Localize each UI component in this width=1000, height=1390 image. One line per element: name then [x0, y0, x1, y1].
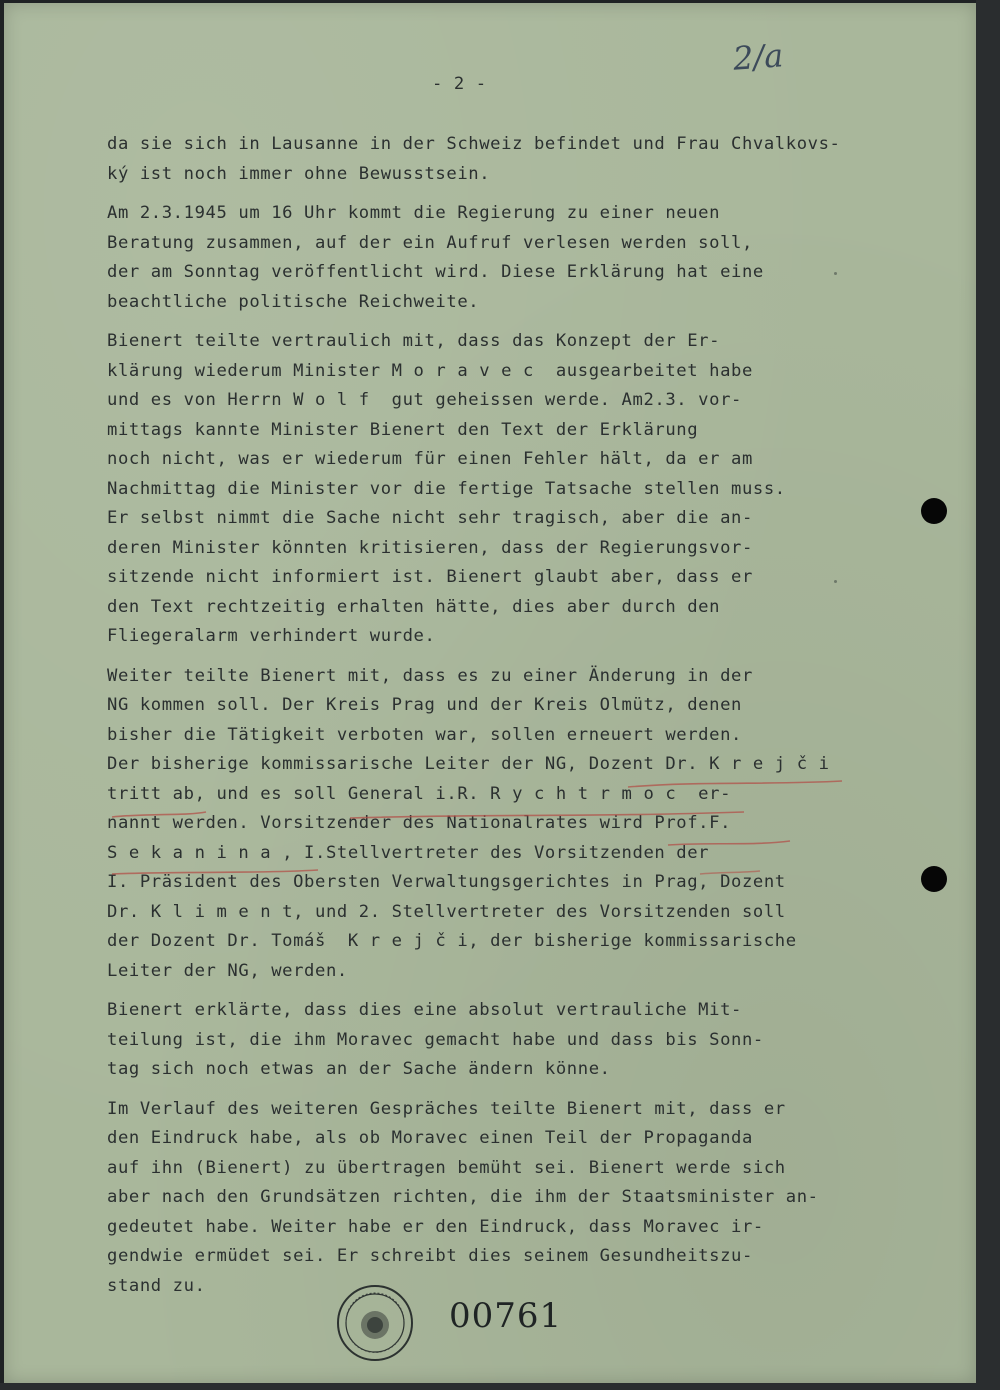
text-line: auf ihn (Bienert) zu übertragen bemüht sei. Bienert werde sich: [107, 1157, 786, 1178]
text-line: deren Minister könnten kritisieren, dass der Regierungsvor-: [107, 537, 753, 558]
paragraph: [107, 996, 907, 1085]
scan-border-bottom: [0, 1383, 1000, 1390]
text-line: klärung wiederum Minister M o r a v e c ausgearbeitet habe: [107, 360, 753, 381]
text-line: I. Präsident des Obersten Verwaltungsgerichtes in Prag, Dozent: [107, 872, 786, 892]
paragraph: [107, 662, 907, 987]
text-line: der Dozent Dr. Tomáš K r e j č i, der bisherige kommissarische: [107, 931, 797, 951]
punch-hole-bottom: [921, 866, 947, 892]
text-line: Beratung zusammen, auf der ein Aufruf verlesen werden soll,: [107, 232, 753, 253]
text-line: noch nicht, was er wiederum für einen Fehler hält, da er am: [107, 449, 753, 469]
text-line: tag sich noch etwas an der Sache ändern könne.: [107, 1059, 611, 1079]
text-line: teilung ist, die ihm Moravec gemacht habe und dass bis Sonn-: [107, 1029, 764, 1050]
scan-border-right: [976, 0, 1000, 1390]
text-line: sitzende nicht informiert ist. Bienert glaubt aber, dass er: [107, 567, 753, 587]
text-line: Bienert teilte vertraulich mit, dass das Konzept der Er-: [107, 331, 721, 351]
text-line: S e k a n i n a , I.Stellvertreter des Vorsitzenden der: [107, 842, 710, 863]
text-line: der am Sonntag veröffentlicht wird. Diese Erklärung hat eine: [107, 262, 764, 282]
text-line: den Text rechtzeitig erhalten hätte, dies aber durch den: [107, 596, 721, 617]
text-line: Er selbst nimmt die Sache nicht sehr tragisch, aber die an-: [107, 508, 753, 528]
text-line: da sie sich in Lausanne in der Schweiz befindet und Frau Chvalkovs-: [107, 134, 841, 154]
text-line: den Eindruck habe, als ob Moravec einen Teil der Propaganda: [107, 1128, 753, 1148]
text-line: Nachmittag die Minister vor die fertige Tatsache stellen muss.: [107, 478, 786, 499]
text-line: Bienert erklärte, dass dies eine absolut vertrauliche Mit-: [107, 1000, 742, 1020]
text-line: nannt werden. Vorsitzender des Nationalrates wird Prof.F.: [107, 813, 732, 833]
text-line: gedeutet habe. Weiter habe er den Eindruck, dass Moravec ir-: [107, 1216, 764, 1237]
text-line: gendwie ermüdet sei. Er schreibt dies seinem Gesundheitszu-: [107, 1246, 753, 1266]
text-line: Fliegeralarm verhindert wurde.: [107, 626, 436, 646]
paragraph: [107, 1095, 907, 1302]
text-line: Am 2.3.1945 um 16 Uhr kommt die Regierung zu einer neuen: [107, 203, 721, 223]
paragraph: [107, 130, 907, 189]
text-line: tritt ab, und es soll General i.R. R y c h t r m o c er-: [107, 783, 732, 804]
archive-stamp: [334, 1282, 416, 1364]
text-line: Weiter teilte Bienert mit, dass es zu einer Änderung in der: [107, 665, 753, 686]
paragraph: [107, 327, 907, 652]
margin-dot: [834, 580, 837, 583]
margin-dot: [834, 272, 837, 275]
archive-number: 00761: [449, 1296, 563, 1336]
text-line: Der bisherige kommissarische Leiter der NG, Dozent Dr. K r e j č i: [107, 754, 830, 774]
paragraph: [107, 199, 907, 317]
page-number: - 2 -: [432, 74, 487, 94]
text-line: ký ist noch immer ohne Bewusstsein.: [107, 163, 491, 184]
text-line: bisher die Tätigkeit verboten war, sollen erneuert werden.: [107, 724, 742, 745]
bleed-through-letterhead: [548, 80, 848, 130]
punch-hole-top: [921, 498, 947, 524]
text-line: stand zu.: [107, 1275, 206, 1296]
handwritten-folio-number: 2/a: [731, 36, 785, 78]
text-line: beachtliche politische Reichweite.: [107, 291, 480, 312]
text-line: NG kommen soll. Der Kreis Prag und der Kreis Olmütz, denen: [107, 695, 742, 715]
typed-letter-body: [107, 130, 907, 1311]
text-line: Im Verlauf des weiteren Gespräches teilte Bienert mit, dass er: [107, 1098, 786, 1119]
text-line: mittags kannte Minister Bienert den Text der Erklärung: [107, 419, 699, 440]
text-line: Dr. K l i m e n t, und 2. Stellvertreter des Vorsitzenden soll: [107, 901, 786, 922]
text-line: Leiter der NG, werden.: [107, 960, 348, 981]
text-line: aber nach den Grundsätzen richten, die ihm der Staatsminister an-: [107, 1187, 819, 1207]
text-line: und es von Herrn W o l f gut geheissen werde. Am2.3. vor-: [107, 390, 742, 410]
